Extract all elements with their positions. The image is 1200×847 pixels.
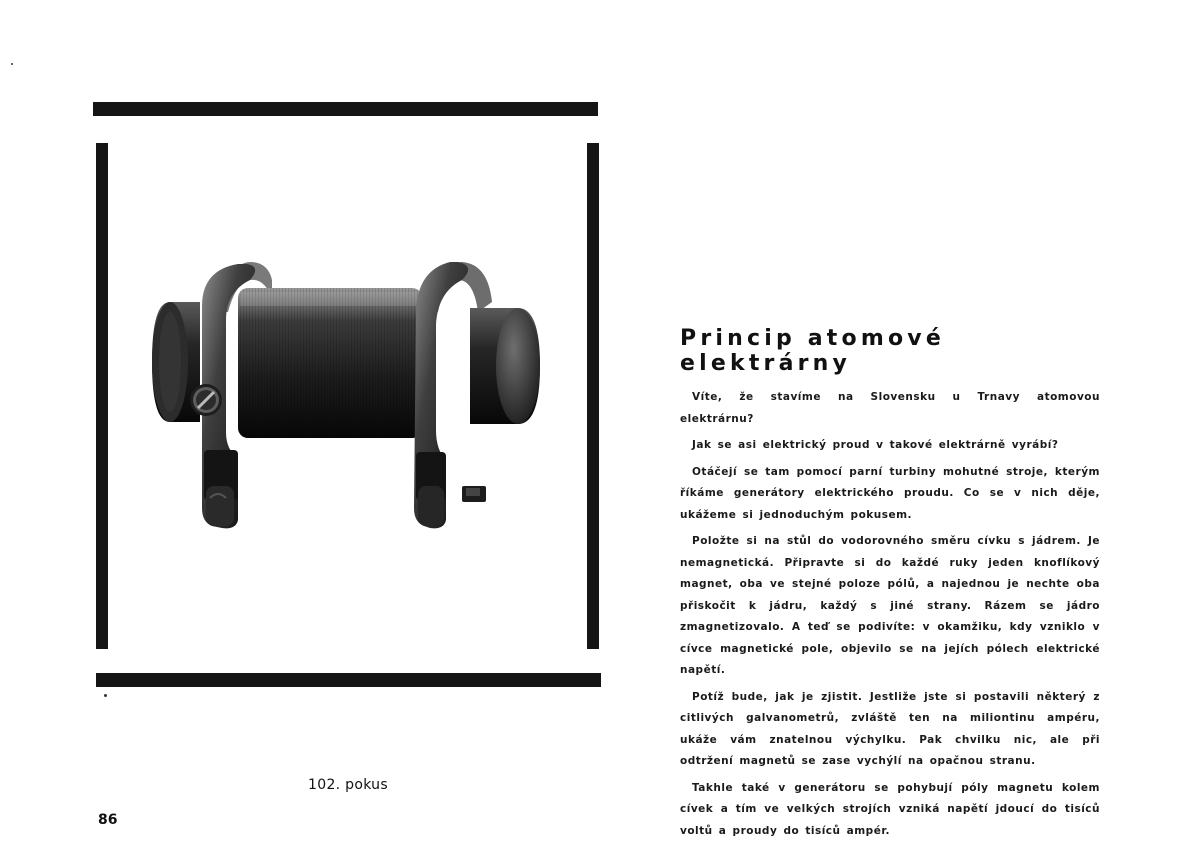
paragraph: Potíž bude, jak je zjistit. Jestliže jste si postavili některý z citlivých galvanometrů, zvláště ten na miliontinu ampéru, ukáže vám znatelnou výchylku. Pak chvilku nic, ale při odtržení magnetů se zase vychýlí na opačnou stranu. — [680, 690, 1100, 767]
paragraph: Položte si na stůl do vodorovného směru cívku s jádrem. Je nemagnetická. Připravte si do každé ruky jeden knoflíkový magnet, oba ve stejné poloze pólů, a najednou je nechte oba přiskočit k jádru, každý s jiné strany. Rázem se jádro zmagnetizovalo. A teď se podivíte: v okamžiku, kdy vzniklo v cívce magnetické pole, objevilo se na jejích pólech elektrické napětí. — [680, 535, 1100, 676]
figure-caption: 102. pokus — [308, 777, 388, 793]
frame-left-bar — [96, 143, 108, 649]
page-title: Princip atomové elektrárny — [680, 326, 945, 376]
frame-top-bar — [93, 102, 598, 116]
paragraph: Otáčejí se tam pomocí parní turbiny mohutné stroje, kterým říkáme generátory elektrického proudu. Co se v nich děje, ukážeme si jednoduchým pokusem. — [680, 465, 1100, 521]
margin-dot — [11, 63, 13, 65]
paragraph: Jak se asi elektrický proud v takové elektrárně vyrábí? — [692, 439, 1059, 451]
paragraph: Víte, že stavíme na Slovensku u Trnavy atomovou elektrárnu? — [680, 391, 1100, 425]
margin-dot — [104, 694, 107, 697]
paragraph: Takhle také v generátoru se pohybují póly magnetu kolem cívek a tím ve velkých strojích vzniká napětí jdoucí do tisíců voltů a proudy do tisíců ampér. — [680, 781, 1100, 837]
coil-with-magnets-photo — [140, 250, 560, 535]
article-body — [680, 387, 1100, 847]
frame-bottom-bar — [96, 673, 601, 687]
page-number: 86 — [98, 812, 118, 828]
frame-right-bar — [587, 143, 599, 649]
